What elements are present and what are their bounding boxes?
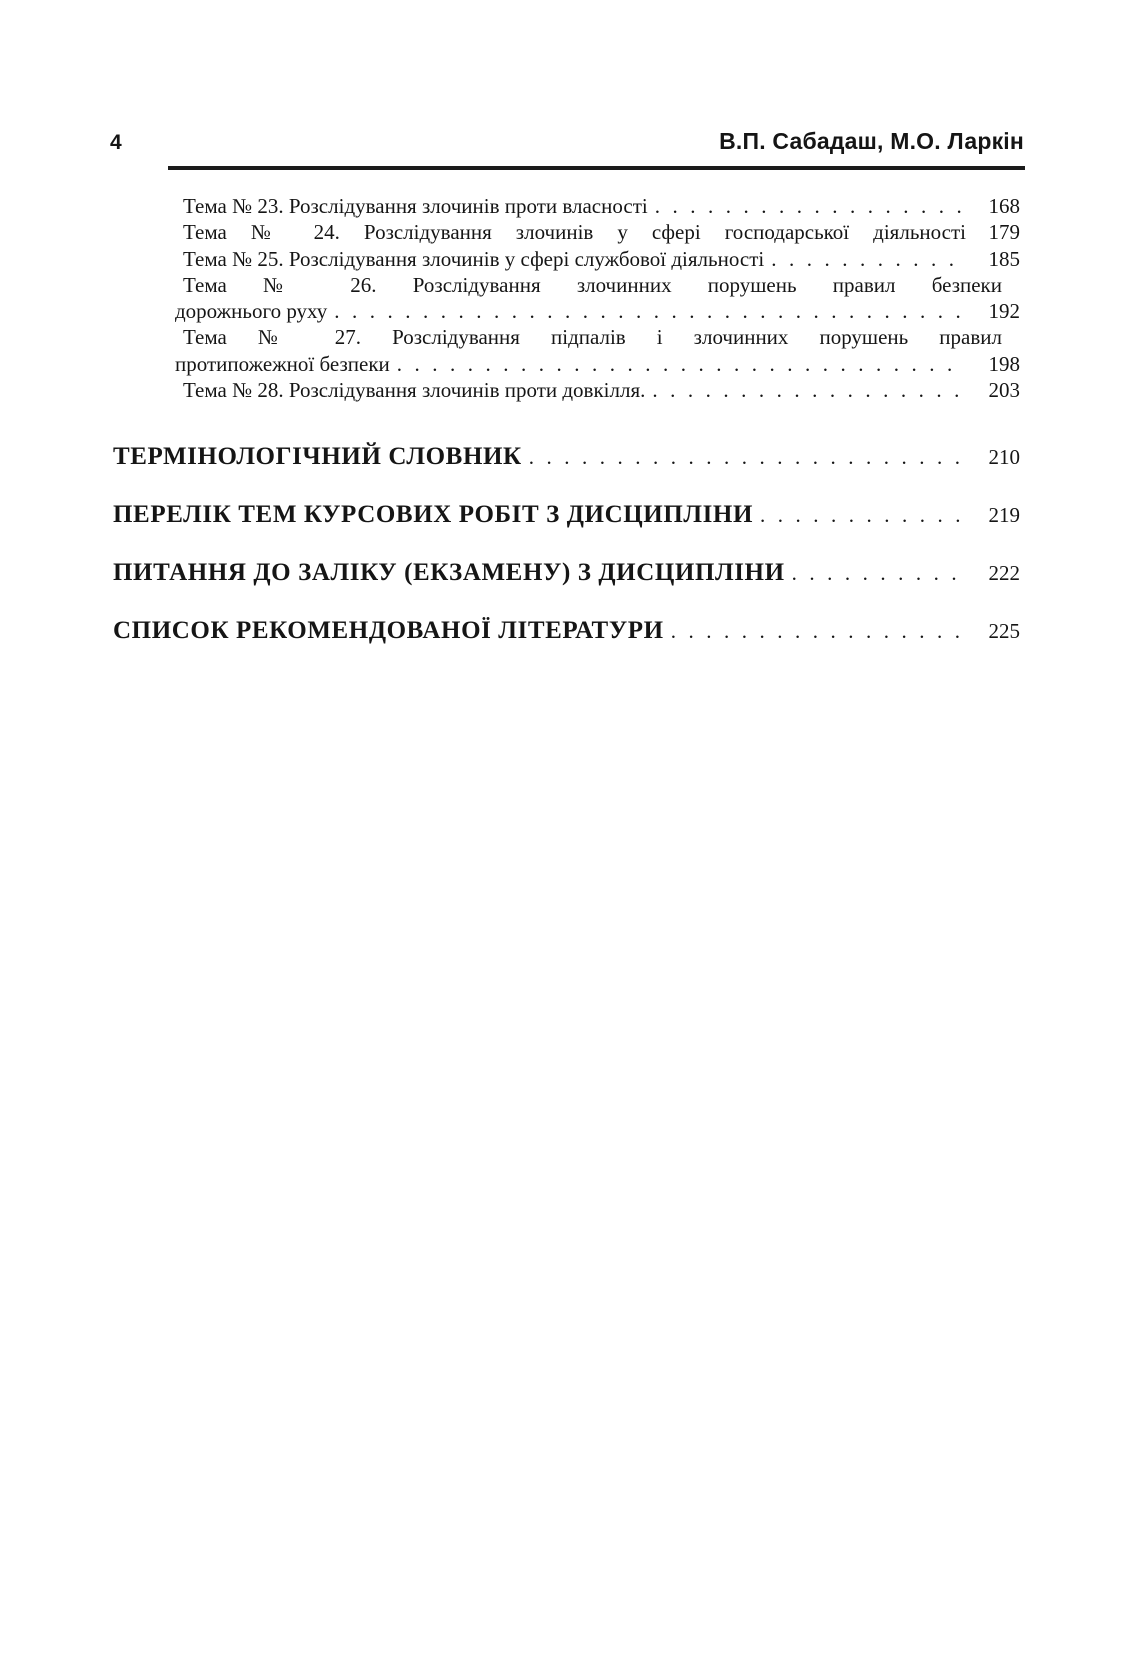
dot-leader: [648, 193, 966, 219]
toc-entry-continuation: [175, 351, 1020, 377]
toc-entry: [175, 272, 1020, 298]
toc-page-number: 219: [988, 503, 1020, 528]
section-heading: [113, 500, 1020, 530]
toc-page-number: 185: [988, 246, 1020, 271]
toc-block: [175, 193, 1020, 403]
dot-leader: [664, 616, 966, 646]
section-heading-text: СПИСОК РЕКОМЕНДОВАНОЇ ЛІТЕРАТУРИ: [113, 617, 664, 645]
dot-leader: [645, 377, 966, 403]
toc-page-number: 210: [988, 445, 1020, 470]
toc-entry: [175, 246, 1020, 272]
dot-leader: [785, 558, 966, 588]
toc-entry: [175, 193, 1020, 219]
dot-leader: [753, 500, 966, 530]
toc-entry-text: Тема № 26. Розслідування злочинних порушень правил безпеки: [183, 272, 1002, 297]
toc-entry-continuation: [175, 298, 1020, 324]
section-heading: [113, 616, 1020, 646]
header-rule: [168, 166, 1025, 170]
section-heading-text: ТЕРМІНОЛОГІЧНИЙ СЛОВНИК: [113, 443, 522, 471]
running-head: В.П. Сабадаш, М.О. Ларкін: [719, 128, 1024, 154]
toc-entry-text: Тема № 25. Розслідування злочинів у сфері службової діяльності: [183, 246, 765, 271]
section-heading-text: ПЕРЕЛІК ТЕМ КУРСОВИХ РОБІТ З ДИСЦИПЛІНИ: [113, 501, 754, 529]
section-heading-text: ПИТАННЯ ДО ЗАЛІКУ (ЕКЗАМЕНУ) З ДИСЦИПЛІНИ: [113, 559, 785, 587]
toc-entry-text: дорожнього руху: [175, 299, 328, 324]
toc-page-number: 198: [988, 351, 1020, 376]
page-header: [110, 128, 1024, 155]
toc-entry-text: протипожежної безпеки: [175, 351, 390, 376]
toc-page-number: 192: [988, 299, 1020, 324]
toc-page-number: 222: [988, 561, 1020, 586]
toc-entry: [175, 324, 1020, 350]
toc-entry-text: Тема № 27. Розслідування підпалів і злочинних порушень правил: [183, 325, 1002, 350]
section-heading: [113, 558, 1020, 588]
toc-page-number: 168: [988, 194, 1020, 218]
dot-leader: [764, 246, 966, 272]
toc-entry: [175, 377, 1020, 403]
dot-leader: [522, 442, 966, 472]
toc-page-number: 225: [988, 619, 1020, 644]
toc-page-number: 179: [988, 220, 1020, 245]
toc-entry: [175, 219, 1020, 245]
page-folio: 4: [110, 131, 122, 154]
page-content: [113, 193, 1020, 646]
toc-entry-text: Тема № 23. Розслідування злочинів проти власності: [183, 194, 648, 218]
toc-entry-text: Тема № 28. Розслідування злочинів проти довкілля.: [183, 378, 646, 403]
section-headings-block: [113, 442, 1020, 646]
toc-entry-text: Тема № 24. Розслідування злочинів у сфері господарської діяльності: [183, 220, 966, 245]
dot-leader: [390, 351, 966, 377]
dot-leader: [327, 298, 966, 324]
section-heading: [113, 442, 1020, 472]
toc-page-number: 203: [988, 378, 1020, 403]
